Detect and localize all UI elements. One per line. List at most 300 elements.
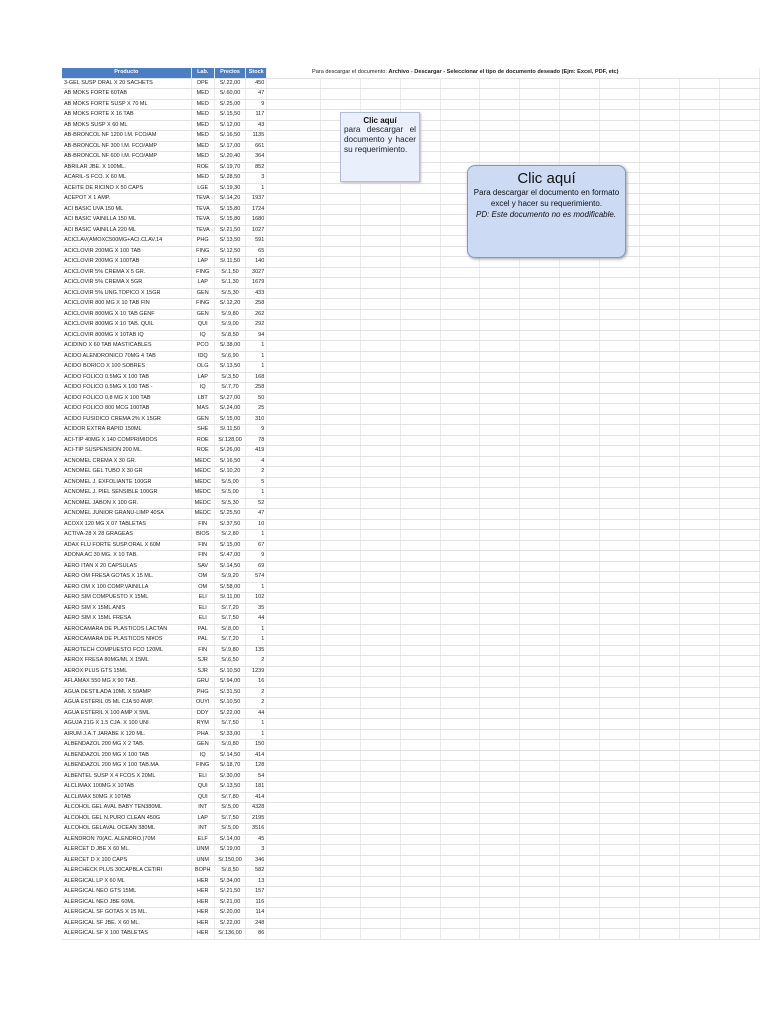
empty-cell[interactable] <box>400 498 440 509</box>
empty-cell[interactable] <box>480 435 520 446</box>
empty-cell[interactable] <box>600 603 640 614</box>
empty-cell[interactable] <box>679 404 719 415</box>
empty-cell[interactable] <box>360 509 400 520</box>
empty-cell[interactable] <box>320 257 360 268</box>
price-cell[interactable]: S/.22,00 <box>214 78 246 89</box>
empty-cell[interactable] <box>267 456 321 467</box>
empty-cell[interactable] <box>320 866 360 877</box>
empty-cell[interactable] <box>267 519 321 530</box>
empty-cell[interactable] <box>520 530 560 541</box>
product-name-cell[interactable]: ACEITE DE RICINO X 50 CAPS <box>62 183 191 194</box>
empty-cell[interactable] <box>560 887 600 898</box>
empty-cell[interactable] <box>640 78 680 89</box>
empty-cell[interactable] <box>480 99 520 110</box>
empty-cell[interactable] <box>480 719 520 730</box>
empty-cell[interactable] <box>719 834 759 845</box>
empty-cell[interactable] <box>679 593 719 604</box>
empty-cell[interactable] <box>440 383 480 394</box>
empty-cell[interactable] <box>440 320 480 331</box>
empty-cell[interactable] <box>600 120 640 131</box>
lab-code-cell[interactable]: MEDC <box>191 498 214 509</box>
empty-cell[interactable] <box>600 131 640 142</box>
empty-cell[interactable] <box>480 918 520 929</box>
empty-cell[interactable] <box>520 572 560 583</box>
empty-cell[interactable] <box>480 656 520 667</box>
empty-cell[interactable] <box>520 435 560 446</box>
empty-cell[interactable] <box>440 267 480 278</box>
empty-cell[interactable] <box>320 551 360 562</box>
empty-cell[interactable] <box>320 320 360 331</box>
empty-cell[interactable] <box>440 803 480 814</box>
empty-cell[interactable] <box>267 509 321 520</box>
empty-cell[interactable] <box>679 708 719 719</box>
product-name-cell[interactable]: AEROTECH COMPUESTO FCO 120ML <box>62 645 191 656</box>
empty-cell[interactable] <box>360 414 400 425</box>
empty-cell[interactable] <box>440 435 480 446</box>
empty-cell[interactable] <box>600 435 640 446</box>
empty-cell[interactable] <box>640 131 680 142</box>
empty-cell[interactable] <box>400 908 440 919</box>
empty-cell[interactable] <box>520 677 560 688</box>
price-cell[interactable]: S/.28,50 <box>214 173 246 184</box>
empty-cell[interactable] <box>480 561 520 572</box>
empty-cell[interactable] <box>267 267 321 278</box>
empty-cell[interactable] <box>267 299 321 310</box>
empty-cell[interactable] <box>560 761 600 772</box>
empty-cell[interactable] <box>679 152 719 163</box>
empty-cell[interactable] <box>679 876 719 887</box>
empty-cell[interactable] <box>520 404 560 415</box>
empty-cell[interactable] <box>440 834 480 845</box>
empty-cell[interactable] <box>600 761 640 772</box>
empty-cell[interactable] <box>480 614 520 625</box>
stock-cell[interactable]: 65 <box>246 246 267 257</box>
lab-code-cell[interactable]: IQ <box>191 383 214 394</box>
lab-code-cell[interactable]: UNM <box>191 845 214 856</box>
product-name-cell[interactable]: ALCLIMAX 50MG X 10TAB <box>62 792 191 803</box>
stock-cell[interactable]: 450 <box>246 78 267 89</box>
empty-cell[interactable] <box>520 582 560 593</box>
empty-cell[interactable] <box>267 666 321 677</box>
lab-code-cell[interactable]: SJR <box>191 666 214 677</box>
empty-cell[interactable] <box>719 530 759 541</box>
stock-cell[interactable]: 135 <box>246 645 267 656</box>
empty-cell[interactable] <box>480 446 520 457</box>
product-name-cell[interactable]: ALBENDAZOL 200 MG X 100 TAB.MA <box>62 761 191 772</box>
empty-cell[interactable] <box>440 771 480 782</box>
empty-cell[interactable] <box>679 551 719 562</box>
product-name-cell[interactable]: ACIDOR EXTRA RAPID 150ML <box>62 425 191 436</box>
empty-cell[interactable] <box>400 215 440 226</box>
empty-cell[interactable] <box>440 540 480 551</box>
empty-cell[interactable] <box>679 278 719 289</box>
empty-cell[interactable] <box>360 677 400 688</box>
lab-code-cell[interactable]: MEDC <box>191 477 214 488</box>
empty-cell[interactable] <box>320 792 360 803</box>
empty-cell[interactable] <box>640 215 680 226</box>
empty-cell[interactable] <box>480 467 520 478</box>
empty-cell[interactable] <box>400 635 440 646</box>
empty-cell[interactable] <box>719 519 759 530</box>
empty-cell[interactable] <box>640 299 680 310</box>
empty-cell[interactable] <box>560 824 600 835</box>
empty-cell[interactable] <box>719 425 759 436</box>
empty-cell[interactable] <box>480 393 520 404</box>
empty-cell[interactable] <box>719 803 759 814</box>
lab-code-cell[interactable]: GEN <box>191 309 214 320</box>
empty-cell[interactable] <box>400 719 440 730</box>
stock-cell[interactable]: 52 <box>246 498 267 509</box>
empty-cell[interactable] <box>679 834 719 845</box>
empty-cell[interactable] <box>560 309 600 320</box>
empty-cell[interactable] <box>560 351 600 362</box>
empty-cell[interactable] <box>267 162 321 173</box>
empty-cell[interactable] <box>719 740 759 751</box>
empty-cell[interactable] <box>600 918 640 929</box>
empty-cell[interactable] <box>640 89 680 100</box>
empty-cell[interactable] <box>719 299 759 310</box>
empty-cell[interactable] <box>480 603 520 614</box>
empty-cell[interactable] <box>520 131 560 142</box>
empty-cell[interactable] <box>719 435 759 446</box>
empty-cell[interactable] <box>320 635 360 646</box>
empty-cell[interactable] <box>400 351 440 362</box>
stock-cell[interactable]: 44 <box>246 614 267 625</box>
empty-cell[interactable] <box>400 267 440 278</box>
price-cell[interactable]: S/.27,00 <box>214 393 246 404</box>
empty-cell[interactable] <box>719 162 759 173</box>
empty-cell[interactable] <box>320 267 360 278</box>
empty-cell[interactable] <box>320 351 360 362</box>
empty-cell[interactable] <box>400 750 440 761</box>
empty-cell[interactable] <box>640 267 680 278</box>
empty-cell[interactable] <box>440 698 480 709</box>
empty-cell[interactable] <box>679 656 719 667</box>
empty-cell[interactable] <box>400 372 440 383</box>
empty-cell[interactable] <box>600 677 640 688</box>
lab-code-cell[interactable]: MEDC <box>191 467 214 478</box>
price-cell[interactable]: S/.15,00 <box>214 414 246 425</box>
lab-code-cell[interactable]: FING <box>191 267 214 278</box>
empty-cell[interactable] <box>480 330 520 341</box>
lab-code-cell[interactable]: TEVA <box>191 225 214 236</box>
empty-cell[interactable] <box>267 99 321 110</box>
empty-cell[interactable] <box>440 719 480 730</box>
empty-cell[interactable] <box>267 750 321 761</box>
lab-code-cell[interactable]: LAP <box>191 257 214 268</box>
price-cell[interactable]: S/.7,50 <box>214 719 246 730</box>
empty-cell[interactable] <box>440 845 480 856</box>
empty-cell[interactable] <box>560 782 600 793</box>
stock-cell[interactable]: 310 <box>246 414 267 425</box>
empty-cell[interactable] <box>267 152 321 163</box>
download-callout-small[interactable] <box>340 112 420 182</box>
empty-cell[interactable] <box>600 393 640 404</box>
empty-cell[interactable] <box>679 446 719 457</box>
empty-cell[interactable] <box>320 593 360 604</box>
empty-cell[interactable] <box>480 845 520 856</box>
empty-cell[interactable] <box>560 572 600 583</box>
empty-cell[interactable] <box>480 708 520 719</box>
empty-cell[interactable] <box>320 698 360 709</box>
product-name-cell[interactable]: ALERCET D X 100 CAPS <box>62 855 191 866</box>
empty-cell[interactable] <box>520 792 560 803</box>
stock-cell[interactable]: 43 <box>246 120 267 131</box>
empty-cell[interactable] <box>640 372 680 383</box>
price-cell[interactable]: S/.7,50 <box>214 813 246 824</box>
lab-code-cell[interactable]: BOPH <box>191 866 214 877</box>
empty-cell[interactable] <box>719 267 759 278</box>
empty-cell[interactable] <box>640 551 680 562</box>
empty-cell[interactable] <box>719 551 759 562</box>
empty-cell[interactable] <box>520 624 560 635</box>
empty-cell[interactable] <box>480 572 520 583</box>
empty-cell[interactable] <box>640 771 680 782</box>
lab-code-cell[interactable]: LAP <box>191 278 214 289</box>
empty-cell[interactable] <box>320 89 360 100</box>
empty-cell[interactable] <box>480 666 520 677</box>
empty-cell[interactable] <box>320 414 360 425</box>
stock-cell[interactable]: 1 <box>246 530 267 541</box>
empty-cell[interactable] <box>267 719 321 730</box>
empty-cell[interactable] <box>360 488 400 499</box>
empty-cell[interactable] <box>640 330 680 341</box>
empty-cell[interactable] <box>640 635 680 646</box>
empty-cell[interactable] <box>600 635 640 646</box>
empty-cell[interactable] <box>267 288 321 299</box>
empty-cell[interactable] <box>719 603 759 614</box>
lab-code-cell[interactable]: TEVA <box>191 194 214 205</box>
stock-cell[interactable]: 1680 <box>246 215 267 226</box>
empty-cell[interactable] <box>400 792 440 803</box>
empty-cell[interactable] <box>679 194 719 205</box>
price-cell[interactable]: S/.7,50 <box>214 614 246 625</box>
empty-cell[interactable] <box>480 425 520 436</box>
empty-cell[interactable] <box>640 498 680 509</box>
stock-cell[interactable]: 150 <box>246 740 267 751</box>
empty-cell[interactable] <box>480 813 520 824</box>
empty-cell[interactable] <box>480 404 520 415</box>
empty-cell[interactable] <box>679 320 719 331</box>
empty-cell[interactable] <box>640 152 680 163</box>
empty-cell[interactable] <box>520 845 560 856</box>
empty-cell[interactable] <box>600 267 640 278</box>
empty-cell[interactable] <box>267 246 321 257</box>
stock-cell[interactable]: 47 <box>246 89 267 100</box>
empty-cell[interactable] <box>520 393 560 404</box>
empty-cell[interactable] <box>440 152 480 163</box>
lab-code-cell[interactable]: MED <box>191 173 214 184</box>
empty-cell[interactable] <box>320 918 360 929</box>
empty-cell[interactable] <box>640 887 680 898</box>
price-cell[interactable]: S/.11,00 <box>214 593 246 604</box>
empty-cell[interactable] <box>719 372 759 383</box>
empty-cell[interactable] <box>400 257 440 268</box>
empty-cell[interactable] <box>440 446 480 457</box>
empty-cell[interactable] <box>400 824 440 835</box>
empty-cell[interactable] <box>679 372 719 383</box>
lab-code-cell[interactable]: MED <box>191 141 214 152</box>
empty-cell[interactable] <box>520 761 560 772</box>
empty-cell[interactable] <box>679 813 719 824</box>
empty-cell[interactable] <box>267 561 321 572</box>
product-name-cell[interactable]: ALCOHOL GEL N.PURO CLEAN 450G <box>62 813 191 824</box>
price-cell[interactable]: S/.21,50 <box>214 887 246 898</box>
lab-code-cell[interactable]: GEN <box>191 414 214 425</box>
product-name-cell[interactable]: ADONA AC 30 MG. X 10 TAB. <box>62 551 191 562</box>
product-name-cell[interactable]: AFLAMAX 550 MG X 90 TAB. <box>62 677 191 688</box>
empty-cell[interactable] <box>520 918 560 929</box>
empty-cell[interactable] <box>719 246 759 257</box>
empty-cell[interactable] <box>360 929 400 940</box>
empty-cell[interactable] <box>267 635 321 646</box>
stock-cell[interactable]: 4328 <box>246 803 267 814</box>
empty-cell[interactable] <box>679 582 719 593</box>
empty-cell[interactable] <box>320 750 360 761</box>
empty-cell[interactable] <box>560 656 600 667</box>
empty-cell[interactable] <box>360 803 400 814</box>
stock-cell[interactable]: 128 <box>246 761 267 772</box>
empty-cell[interactable] <box>480 488 520 499</box>
empty-cell[interactable] <box>560 698 600 709</box>
empty-cell[interactable] <box>360 383 400 394</box>
empty-cell[interactable] <box>679 257 719 268</box>
empty-cell[interactable] <box>560 792 600 803</box>
empty-cell[interactable] <box>320 666 360 677</box>
stock-cell[interactable]: 852 <box>246 162 267 173</box>
empty-cell[interactable] <box>480 341 520 352</box>
empty-cell[interactable] <box>719 876 759 887</box>
empty-cell[interactable] <box>679 173 719 184</box>
price-cell[interactable]: S/.31,50 <box>214 687 246 698</box>
lab-code-cell[interactable]: GEN <box>191 288 214 299</box>
empty-cell[interactable] <box>480 131 520 142</box>
empty-cell[interactable] <box>679 792 719 803</box>
empty-cell[interactable] <box>719 729 759 740</box>
empty-cell[interactable] <box>640 740 680 751</box>
empty-cell[interactable] <box>440 414 480 425</box>
empty-cell[interactable] <box>600 288 640 299</box>
empty-cell[interactable] <box>719 855 759 866</box>
product-name-cell[interactable]: ACEPOT X 1 AMP. <box>62 194 191 205</box>
header-producto[interactable]: Producto <box>62 68 191 78</box>
empty-cell[interactable] <box>560 393 600 404</box>
product-name-cell[interactable]: AB-BRONCOL NF 1200 I.M. FCO/AM <box>62 131 191 142</box>
price-cell[interactable]: S/.8,00 <box>214 624 246 635</box>
empty-cell[interactable] <box>560 467 600 478</box>
empty-cell[interactable] <box>440 929 480 940</box>
lab-code-cell[interactable]: PAL <box>191 624 214 635</box>
product-name-cell[interactable]: AGUA ESTERIL X 100 AMP X 5ML <box>62 708 191 719</box>
empty-cell[interactable] <box>360 99 400 110</box>
empty-cell[interactable] <box>560 645 600 656</box>
lab-code-cell[interactable]: QUI <box>191 782 214 793</box>
stock-cell[interactable]: 292 <box>246 320 267 331</box>
price-cell[interactable]: S/.58,00 <box>214 582 246 593</box>
product-name-cell[interactable]: ACNOMEL J. EXFOLIANTE 100GR <box>62 477 191 488</box>
lab-code-cell[interactable]: MED <box>191 89 214 100</box>
empty-cell[interactable] <box>320 299 360 310</box>
empty-cell[interactable] <box>480 267 520 278</box>
empty-cell[interactable] <box>679 131 719 142</box>
empty-cell[interactable] <box>640 425 680 436</box>
empty-cell[interactable] <box>320 572 360 583</box>
empty-cell[interactable] <box>719 278 759 289</box>
empty-cell[interactable] <box>267 173 321 184</box>
empty-cell[interactable] <box>360 309 400 320</box>
empty-cell[interactable] <box>520 456 560 467</box>
empty-cell[interactable] <box>320 677 360 688</box>
empty-cell[interactable] <box>400 404 440 415</box>
empty-cell[interactable] <box>679 299 719 310</box>
empty-cell[interactable] <box>440 876 480 887</box>
empty-cell[interactable] <box>360 498 400 509</box>
empty-cell[interactable] <box>640 908 680 919</box>
empty-cell[interactable] <box>640 582 680 593</box>
empty-cell[interactable] <box>600 698 640 709</box>
empty-cell[interactable] <box>320 834 360 845</box>
product-name-cell[interactable]: ALCLIMAX 100MG X 10TAB <box>62 782 191 793</box>
empty-cell[interactable] <box>560 372 600 383</box>
empty-cell[interactable] <box>400 929 440 940</box>
empty-cell[interactable] <box>679 456 719 467</box>
empty-cell[interactable] <box>440 78 480 89</box>
stock-cell[interactable]: 5 <box>246 477 267 488</box>
product-name-cell[interactable]: AB MOKS FORTE SUSP X 70 ML <box>62 99 191 110</box>
price-cell[interactable]: S/.9,80 <box>214 309 246 320</box>
empty-cell[interactable] <box>679 99 719 110</box>
empty-cell[interactable] <box>267 183 321 194</box>
empty-cell[interactable] <box>480 299 520 310</box>
empty-cell[interactable] <box>679 561 719 572</box>
empty-cell[interactable] <box>600 425 640 436</box>
empty-cell[interactable] <box>679 572 719 583</box>
empty-cell[interactable] <box>719 540 759 551</box>
stock-cell[interactable]: 67 <box>246 540 267 551</box>
empty-cell[interactable] <box>600 110 640 121</box>
product-name-cell[interactable]: AERO ITAN X 20 CAPSULAS <box>62 561 191 572</box>
stock-cell[interactable]: 86 <box>246 929 267 940</box>
empty-cell[interactable] <box>520 152 560 163</box>
stock-cell[interactable]: 1 <box>246 729 267 740</box>
price-cell[interactable]: S/.25,00 <box>214 99 246 110</box>
empty-cell[interactable] <box>480 677 520 688</box>
empty-cell[interactable] <box>480 551 520 562</box>
product-name-cell[interactable]: AGUA DESTILADA 10ML X 50AMP <box>62 687 191 698</box>
empty-cell[interactable] <box>640 677 680 688</box>
empty-cell[interactable] <box>360 372 400 383</box>
empty-cell[interactable] <box>640 477 680 488</box>
empty-cell[interactable] <box>719 561 759 572</box>
lab-code-cell[interactable]: MEDC <box>191 456 214 467</box>
empty-cell[interactable] <box>600 803 640 814</box>
empty-cell[interactable] <box>600 530 640 541</box>
price-cell[interactable]: S/.25,50 <box>214 509 246 520</box>
empty-cell[interactable] <box>719 225 759 236</box>
empty-cell[interactable] <box>560 330 600 341</box>
empty-cell[interactable] <box>679 393 719 404</box>
lab-code-cell[interactable]: ELF <box>191 834 214 845</box>
empty-cell[interactable] <box>400 740 440 751</box>
empty-cell[interactable] <box>600 572 640 583</box>
empty-cell[interactable] <box>600 519 640 530</box>
empty-cell[interactable] <box>320 540 360 551</box>
lab-code-cell[interactable]: ROE <box>191 446 214 457</box>
price-cell[interactable]: S/.10,20 <box>214 467 246 478</box>
empty-cell[interactable] <box>640 278 680 289</box>
empty-cell[interactable] <box>600 929 640 940</box>
empty-cell[interactable] <box>560 813 600 824</box>
